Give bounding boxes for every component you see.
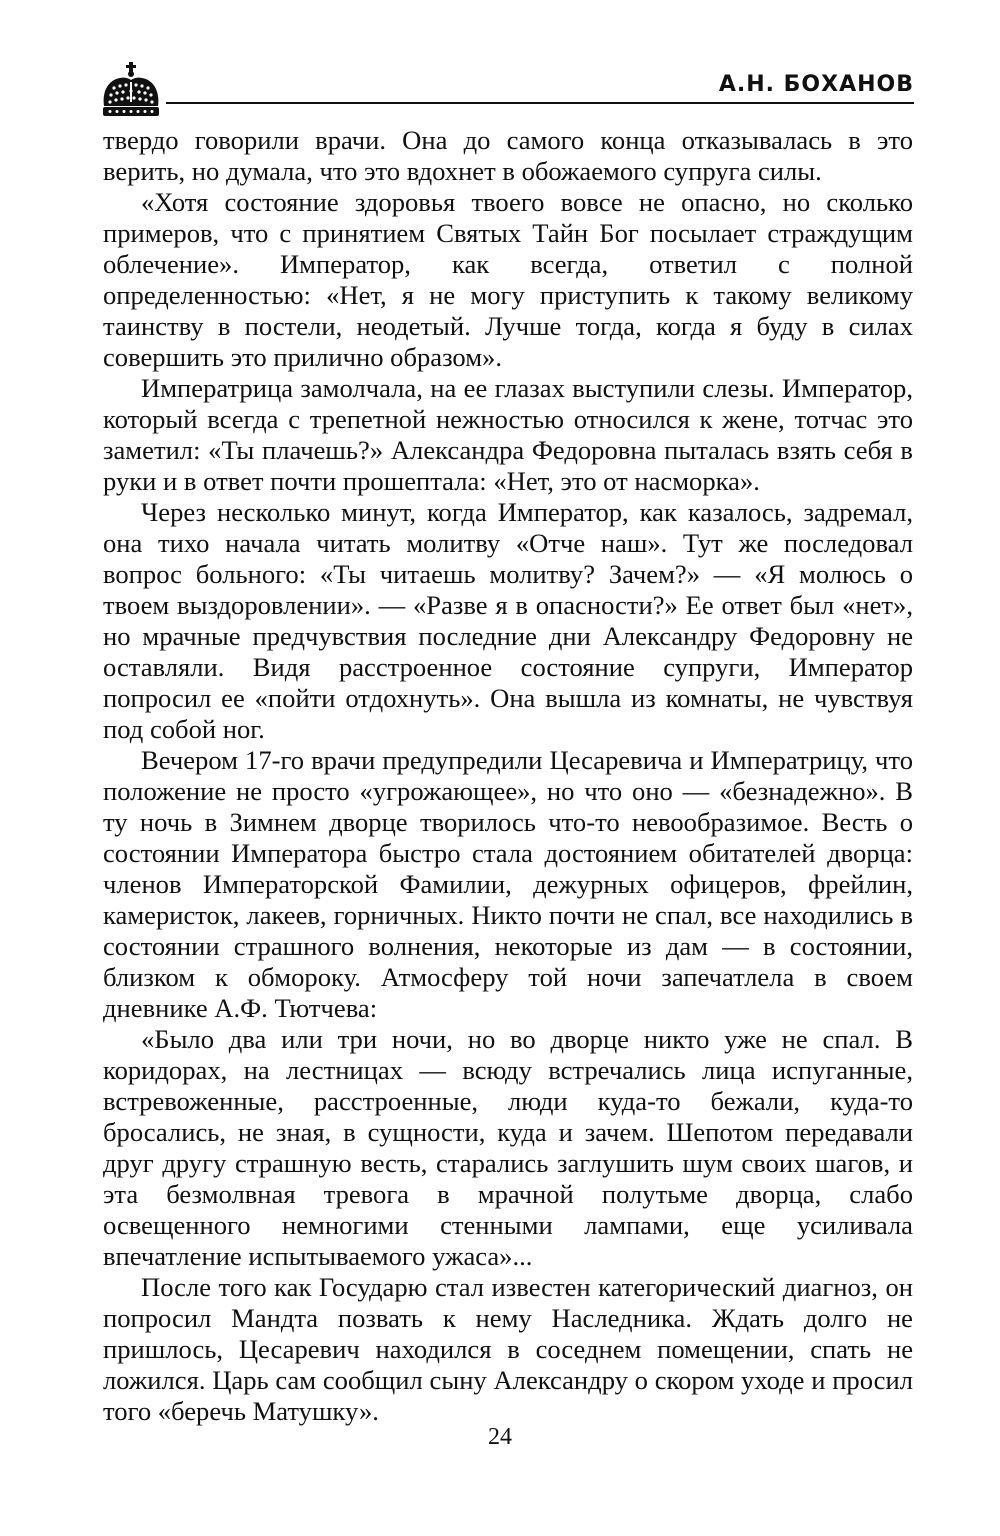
paragraph: твердо говорили врачи. Она до самого конца отказывалась в это верить, но думала, что это вдохнет в обожаемого супруга силы.: [103, 125, 913, 186]
header-rule: [166, 102, 914, 104]
paragraph: После того как Государю стал известен категорический диагноз, он попросил Мандта позвать к нему Наследника. Ждать долго не пришлось, Цесаревич находился в соседнем помещении, спать не ложился. Царь сам сообщил сыну Александру о скором уходе и просил того «беречь Матушку».: [103, 1272, 913, 1426]
running-header-author: А.Н. БОХАНОВ: [718, 72, 914, 97]
paragraph: Императрица замолчала, на ее глазах выступили слезы. Император, который всегда с трепетной нежностью относился к жене, тотчас это заметил: «Ты плачешь?» Александра Федоровна пыталась взять себя в руки и в ответ почти прошептала: «Нет, это от насморка».: [103, 373, 913, 496]
running-header: [100, 62, 914, 122]
paragraph: Через несколько минут, когда Император, как казалось, задремал, она тихо начала читать молитву «Отче наш». Тут же последовал вопрос больного: «Ты читаешь молитву? Зачем?» — «Я молюсь о твоем выздоровлении». — «Разве я в опасности?» Ее ответ был «нет», но мрачные предчувствия последние дни Александру Федоровну не оставляли. Видя расстроенное состояние супруги, Император попросил ее «пойти отдохнуть». Она вышла из комнаты, не чувствуя под собой ног.: [103, 497, 913, 744]
body-text: [103, 125, 913, 1427]
quote-paragraph: «Было два или три ночи, но во дворце никто уже не спал. В коридорах, на лестницах — всюду встречались лица испуганные, встревоженные, расстроенные, люди куда-то бежали, куда-то бросались, не зная, в сущности, куда и зачем. Шепотом передавали друг другу страшную весть, старались заглушить шум своих шагов, и эта безмолвная тревога в мрачной полутьме дворца, слабо освещенного немногими стенными лампами, еще усиливала впечатление испытываемого ужаса»...: [103, 1024, 913, 1271]
paragraph: Вечером 17-го врачи предупредили Цесаревича и Императрицу, что положение не просто «угрожающее», но что оно — «безнадежно». В ту ночь в Зимнем дворце творилось что-то невообразимое. Весть о состоянии Императора быстро стала достоянием обитателей дворца: членов Императорской Фамилии, дежурных офицеров, фрейлин, камеристок, лакеев, горничных. Никто почти не спал, все находились в состоянии страшного волнения, некоторые из дам — в состоянии, близком к обмороку. Атмосферу той ночи запечатлела в своем дневнике А.Ф. Тютчева:: [103, 745, 913, 1023]
paragraph: «Хотя состояние здоровья твоего вовсе не опасно, но сколько примеров, что с принятием Святых Тайн Бог посылает страждущим облечение». Император, как всегда, ответил с полной определенностью: «Нет, я не могу приступить к такому великому таинству в постели, неодетый. Лучше тогда, когда я буду в силах совершить это прилично образом».: [103, 187, 913, 372]
crown-icon: [100, 62, 162, 120]
page-number: 24: [488, 1424, 512, 1450]
